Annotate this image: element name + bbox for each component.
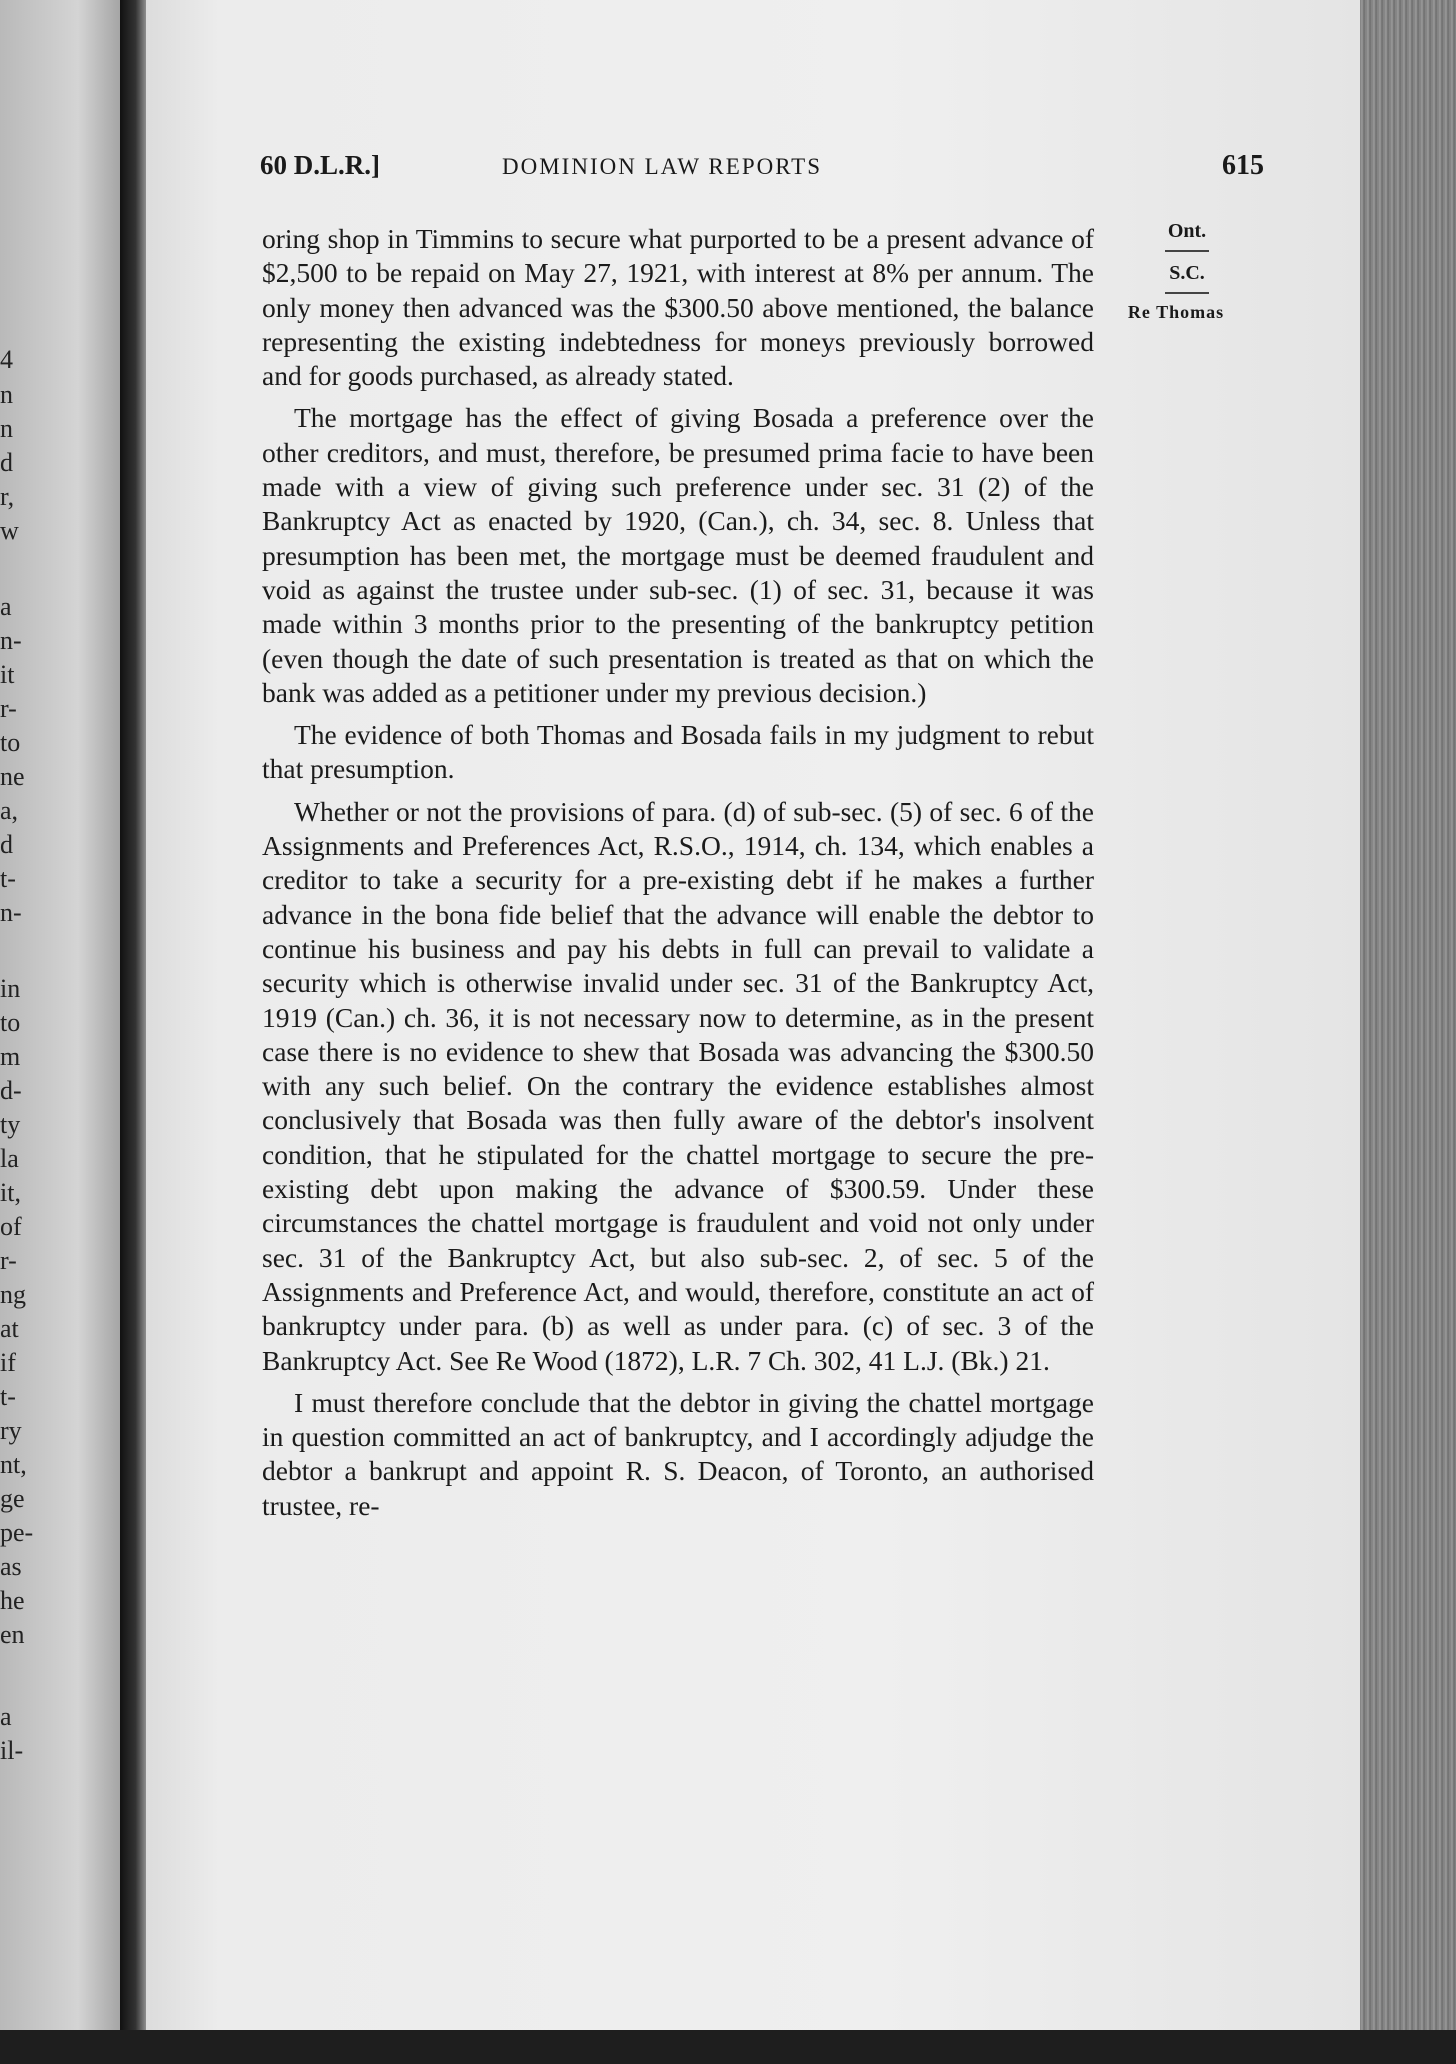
left-page-fragment: r- (0, 1246, 17, 1275)
left-page-fragment: t- (0, 864, 16, 893)
left-page-fragment: it, (0, 1178, 21, 1207)
left-page-fragment: as (0, 1552, 22, 1581)
left-page-fragment: ne (0, 762, 25, 791)
left-page-fragment: pe- (0, 1518, 34, 1547)
margin-court: S.C. (1169, 262, 1205, 284)
left-page-fragment: m (0, 1042, 21, 1071)
left-page-fragment: to (0, 1008, 21, 1037)
left-page-fragment: he (0, 1586, 25, 1615)
volume-reference: 60 D.L.R.] (260, 150, 380, 180)
left-page-fragment: a (0, 1702, 12, 1731)
left-page-fragment: it (0, 660, 15, 689)
left-page-fragment: t- (0, 1382, 16, 1411)
left-page-fragment: n (0, 414, 13, 443)
book-gutter (120, 0, 146, 2064)
paragraph: oring shop in Timmins to secure what purported to be a present advance of $2,500 to be repaid on May 27, 1921, with interest at 8% per annum. The only money then advanced was the $300.50 above mentioned, the balance representing the existing indebtedness for moneys previously borrowed and for goods purchased, as already stated. (262, 223, 1094, 392)
left-page-fragment: en (0, 1620, 25, 1649)
left-page-fragment: r- (0, 694, 17, 723)
margin-rule (1165, 292, 1209, 294)
left-page-fragment: 4 (0, 345, 13, 374)
running-header (260, 150, 1264, 190)
margin-rule (1165, 250, 1209, 252)
page-number: 615 (1222, 150, 1264, 181)
left-page-fragment: if (0, 1348, 16, 1377)
left-page-fragment: la (0, 1144, 19, 1173)
left-page-fragment: w (0, 516, 19, 545)
left-page-fragment: d- (0, 1076, 22, 1105)
left-page-fragment: n- (0, 898, 22, 927)
scan-bottom-border (0, 2030, 1456, 2064)
publication-title: DOMINION LAW REPORTS (502, 154, 823, 179)
paragraph: I must therefore conclude that the debtor in giving the chattel mortgage in question committed an act of bankruptcy, and I accordingly adjudge the debtor a bankrupt and appoint R. S. Deacon, of Toronto, an authorised trustee, re- (262, 1386, 1094, 1521)
left-page-fragment: ge (0, 1484, 25, 1513)
left-page-fragment: nt, (0, 1450, 27, 1479)
page-stack-edge (1360, 0, 1456, 2064)
margin-province: Ont. (1167, 220, 1207, 242)
left-page-fragment: d (0, 448, 13, 477)
left-page-fragment: in (0, 974, 21, 1003)
margin-notes (1112, 218, 1262, 323)
margin-case-name: Re Thomas (1127, 302, 1225, 322)
left-page-fragment: a, (0, 796, 19, 825)
left-page-fragment: r, (0, 482, 15, 511)
left-page-fragment: d (0, 830, 13, 859)
left-page-fragment: to (0, 728, 21, 757)
left-page-fragment: a (0, 592, 12, 621)
left-page-fragment: ng (0, 1280, 26, 1309)
left-page-fragment: ty (0, 1110, 21, 1139)
left-page-fragment: il- (0, 1736, 24, 1765)
paragraph: Whether or not the provisions of para. (d) of sub-sec. (5) of sec. 6 of the Assignments and Preferences Act, R.S.O., 1914, ch. 134, which enables a creditor to take a security for a pre-existing debt if he makes a further advance in the bona fide belief that the advance will enable the debtor to continue his business and pay his debts in full can prevail to validate a security which is otherwise invalid under sec. 31 of the Bankruptcy Act, 1919 (Can.) ch. 36, it is not necessary now to determine, as in the present case there is no evidence to shew that Bosada was advancing the $300.50 with any such belief. On the contrary the evidence establishes almost conclusively that Bosada was then fully aware of the debtor's insolvent condition, that he stipulated for the chattel mortgage to secure the pre-existing debt upon making the advance of $300.59. Under these circumstances the chattel mortgage is fraudulent and void not only under sec. 31 of the Bankruptcy Act, but also sub-sec. 2, of sec. 5 of the Assignments and Preference Act, and would, therefore, constitute an act of bankruptcy under para. (b) as well as under para. (c) of sec. 3 of the Bankruptcy Act. See Re Wood (1872), L.R. 7 Ch. 302, 41 L.J. (Bk.) 21. (262, 795, 1094, 1376)
body-text (262, 222, 1094, 1531)
left-page-fragment: at (0, 1314, 19, 1343)
left-page-fragment: ry (0, 1416, 22, 1445)
left-page-fragment: n (0, 380, 13, 409)
left-page-fragment: of (0, 1212, 22, 1241)
left-page-edge (0, 0, 130, 2064)
paragraph: The mortgage has the effect of giving Bosada a preference over the other creditors, and must, therefore, be presumed prima facie to have been made with a view of giving such preference under sec. 31 (2) of the Bankruptcy Act as enacted by 1920, (Can.), ch. 34, sec. 8. Unless that presumption has been met, the mortgage must be deemed fraudulent and void as against the trustee under sub-sec. (1) of sec. 31, because it was made within 3 months prior to the presenting of the bankruptcy petition (even though the date of such presentation is treated as that on which the bank was added as a petitioner under my previous decision.) (262, 402, 1094, 708)
left-page-fragment: n- (0, 626, 22, 655)
paragraph: The evidence of both Thomas and Bosada fails in my judgment to rebut that presumption. (262, 719, 1094, 785)
